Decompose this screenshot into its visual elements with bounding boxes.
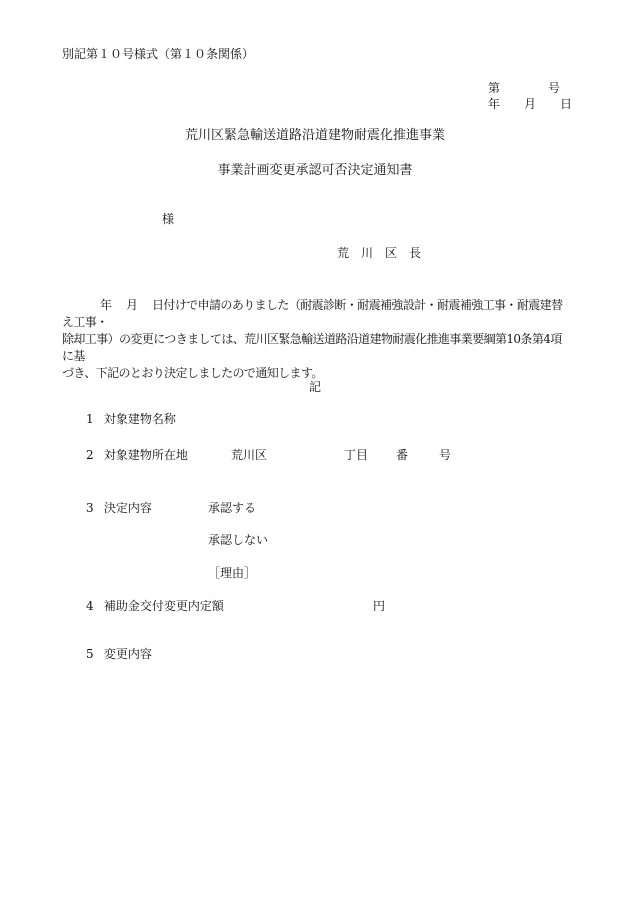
document-title-program: 荒川区緊急輸送道路沿道建物耐震化推進事業 — [184, 128, 445, 143]
decision-reason-label: ［理由］ — [208, 566, 257, 580]
item-building-name — [86, 412, 176, 426]
item-label: 決定内容 — [103, 501, 152, 515]
item-subsidy-amount — [86, 599, 224, 613]
notice-body-line-2: 除却工事）の変更につきましては、荒川区緊急輸送道路沿道建物耐震化推進事業要綱第10条第4項に基 — [62, 332, 562, 363]
document-number-line: 第 号 — [488, 81, 561, 95]
notice-body-line-3: づき、下記のとおり決定しましたので通知します。 — [62, 366, 323, 380]
item-number: 3 — [86, 501, 94, 515]
item-number: 1 — [86, 412, 94, 426]
document-title-notice: 事業計画変更承認可否決定通知書 — [217, 163, 413, 178]
notice-body — [62, 297, 572, 382]
item-label: 対象建物名称 — [103, 412, 176, 426]
item-number: 5 — [86, 647, 94, 661]
issuer-name: 荒 川 区 長 — [337, 246, 422, 260]
document-date-line: 年 月 日 — [488, 97, 573, 111]
address-ban: 番 — [396, 448, 409, 462]
address-chome: 丁目 — [344, 448, 369, 462]
ki-heading: 記 — [308, 380, 321, 394]
notice-body-line-1: 年 月 日付けで申請のありました（耐震診断・耐震補強設計・耐震補強工事・耐震建替え工事・ — [62, 298, 563, 329]
item-label: 対象建物所在地 — [103, 448, 188, 462]
item-number: 2 — [86, 448, 94, 462]
item-building-location — [86, 448, 188, 462]
addressee-salutation: 様 — [162, 212, 175, 226]
decision-option-approve: 承認する — [208, 501, 257, 515]
item-label: 変更内容 — [103, 647, 152, 661]
address-go: 号 — [439, 448, 452, 462]
item-label: 補助金交付変更内定額 — [103, 599, 224, 613]
subsidy-amount-unit: 円 — [373, 599, 386, 613]
decision-option-reject: 承認しない — [208, 533, 269, 547]
item-change-details — [86, 647, 152, 661]
form-reference: 別記第１０号様式（第１０条関係） — [62, 47, 255, 61]
address-ward: 荒川区 — [231, 448, 268, 462]
item-number: 4 — [86, 599, 94, 613]
item-decision — [86, 501, 152, 515]
